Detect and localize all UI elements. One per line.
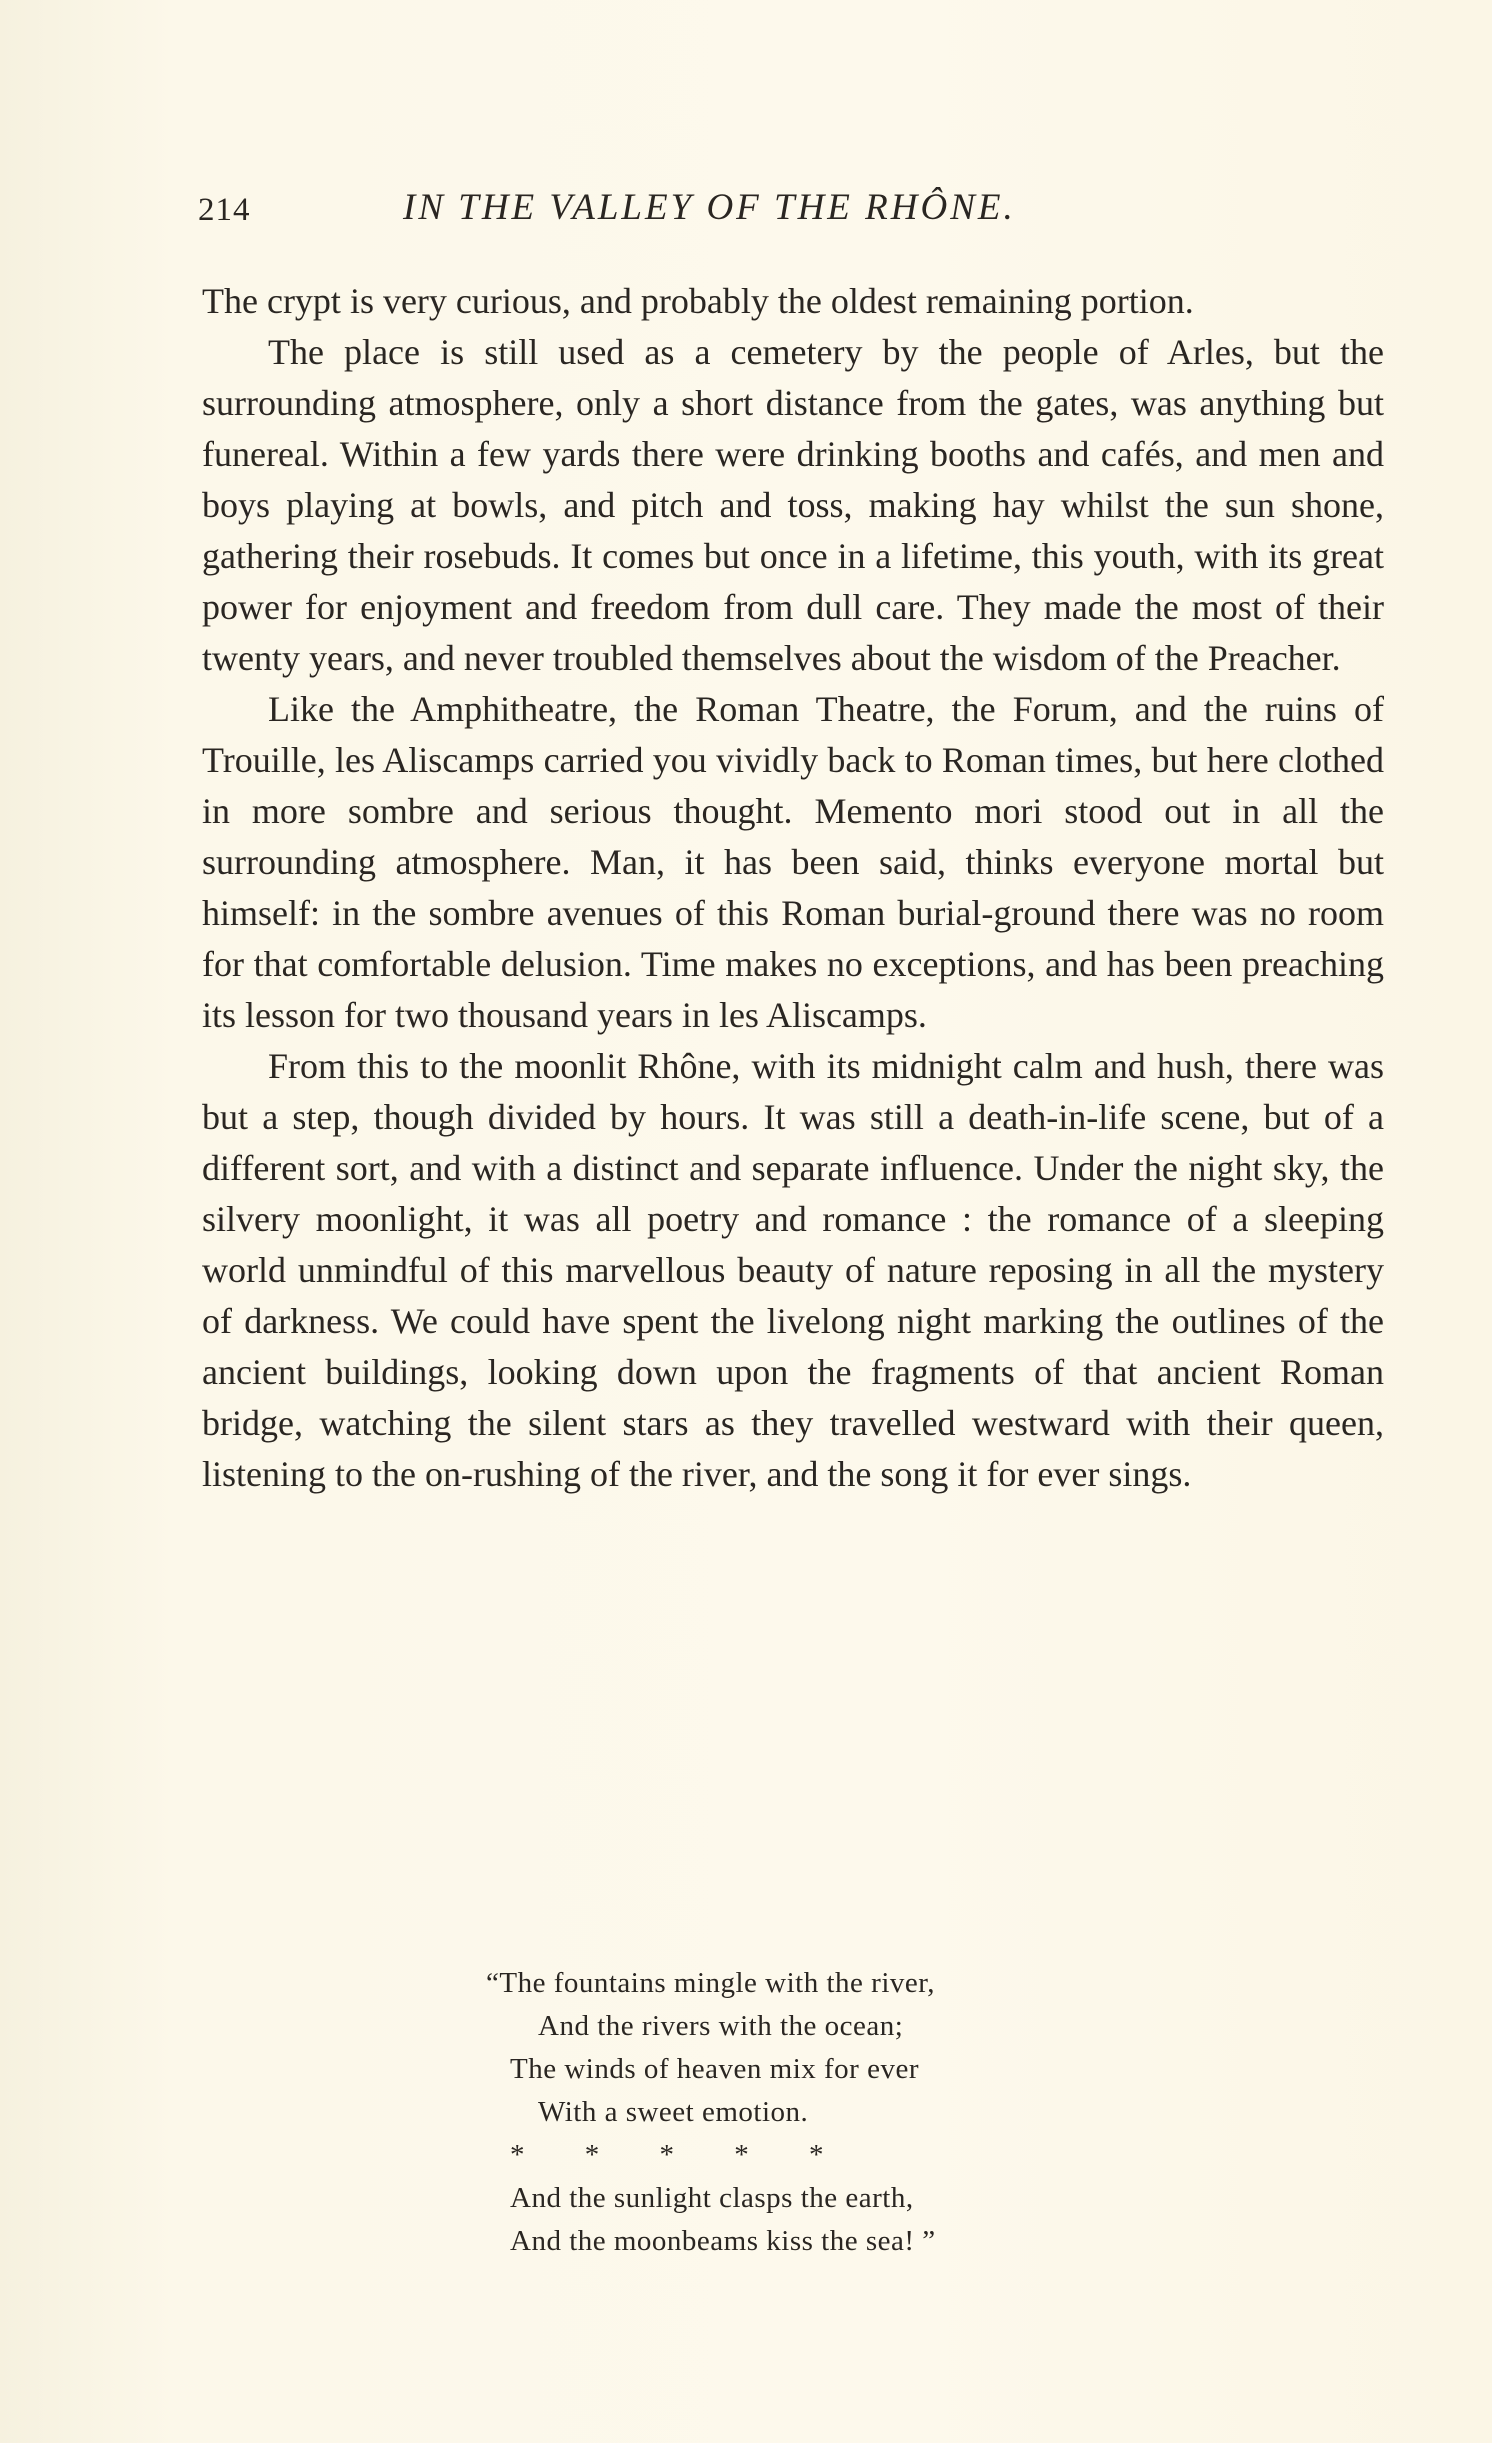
poem-line: With a sweet emotion. (538, 2096, 809, 2128)
page-header (198, 186, 1378, 236)
paragraph: The crypt is very curious, and probably the oldest remaining portion. (202, 281, 1194, 321)
paragraph: The place is still used as a cemetery by the people of Arles, but the surrounding atmosphere, only a short distance from the gates, was anything but funereal. Within a few yards there were drinking booths and cafés, and men and boys playing at bowls, and pitch and toss, making hay whilst the sun shone, gathering their rosebuds. It comes but once in a lifetime, this youth, with its great power for enjoyment and freedom from dull care. They made the most of their twenty years, and never troubled themselves about the wisdom of the Preacher. (202, 332, 1384, 678)
running-title: IN THE VALLEY OF THE RHÔNE. (403, 187, 1016, 228)
asterism-divider: * * * * * (510, 2139, 824, 2171)
poem-line: The winds of heaven mix for ever (510, 2053, 919, 2085)
poem-line: “The fountains mingle with the river, (486, 1967, 935, 1999)
poem-line: And the rivers with the ocean; (538, 2010, 904, 2042)
page-number: 214 (198, 192, 251, 228)
body-text (202, 276, 1384, 1500)
paragraph: From this to the moonlit Rhône, with its midnight calm and hush, there was but a step, though divided by hours. It was still a death-in-life scene, but of a different sort, and with a distinct and separate influence. Under the night sky, the silvery moonlight, it was all poetry and romance : the romance of a sleeping world unmindful of this marvellous beauty of nature reposing in all the mystery of darkness. We could have spent the livelong night marking the outlines of the ancient buildings, looking down upon the fragments of that ancient Roman bridge, watching the silent stars as they travelled westward with their queen, listening to the on-rushing of the river, and the song it for ever sings. (202, 1046, 1384, 1494)
poem-line: And the moonbeams kiss the sea! ” (510, 2225, 936, 2257)
paragraph: Like the Amphitheatre, the Roman Theatre, the Forum, and the ruins of Trouille, les Aliscamps carried you vividly back to Roman times, but here clothed in more sombre and serious thought. Memento mori stood out in all the surrounding atmosphere. Man, it has been said, thinks everyone mortal but himself: in the sombre avenues of this Roman burial-ground there was no room for that comfortable delusion. Time makes no exceptions, and has been preaching its lesson for two thousand years in les Aliscamps. (202, 689, 1384, 1035)
poem-line: And the sunlight clasps the earth, (510, 2182, 914, 2214)
poem-quotation (486, 1962, 1186, 2263)
